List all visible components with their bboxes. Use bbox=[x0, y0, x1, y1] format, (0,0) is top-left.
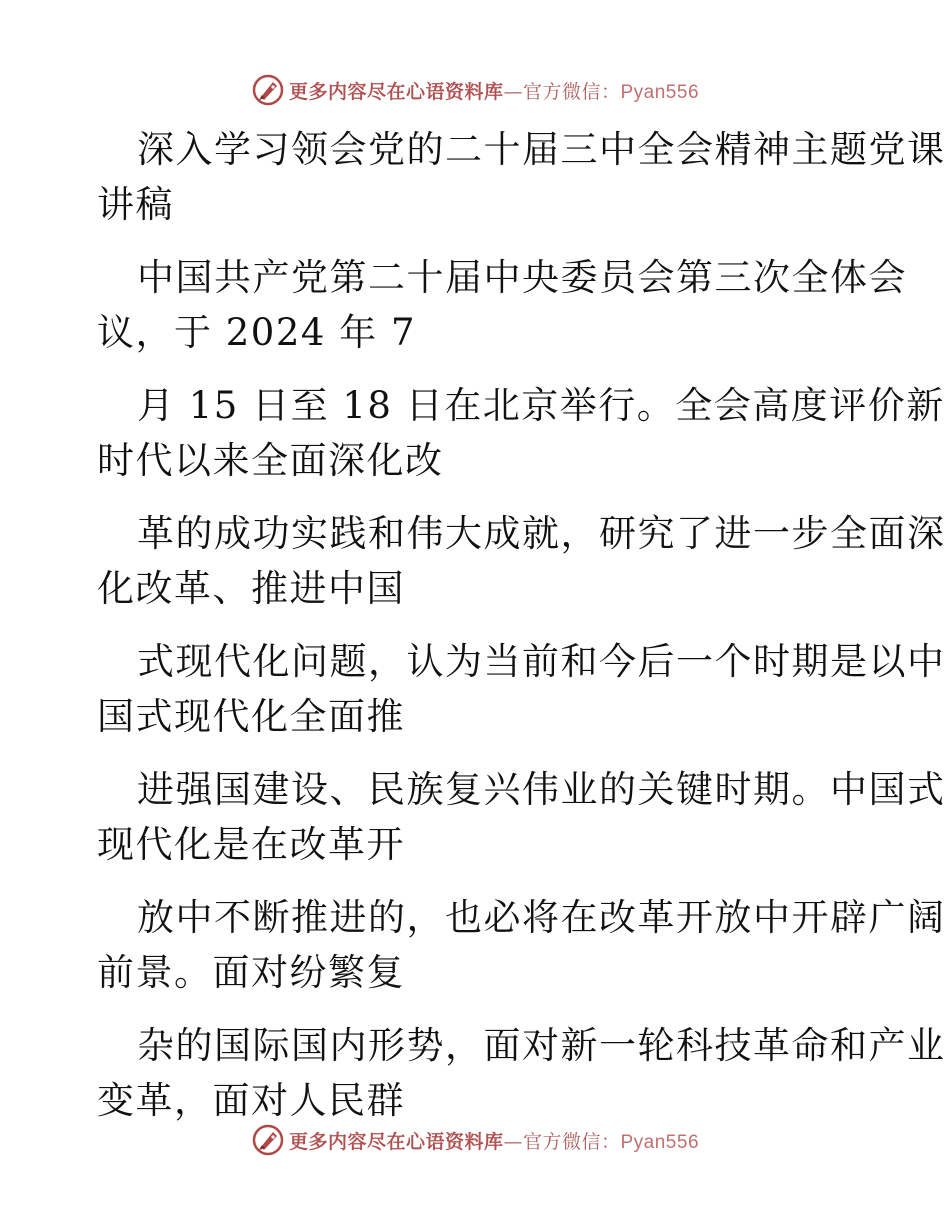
watermark-wechat-label: 官方微信： bbox=[522, 1130, 621, 1153]
paragraph-line: 现代化是在改革开 bbox=[97, 823, 405, 866]
paragraph-line: 式现代化问题，认为当前和今后一个时期是以中 bbox=[137, 640, 946, 683]
watermark-dash: — bbox=[503, 80, 523, 103]
paragraph bbox=[97, 634, 946, 744]
paragraph bbox=[97, 1018, 946, 1128]
header-watermark bbox=[0, 70, 950, 110]
paragraph-line: 变革，面对人民群 bbox=[97, 1079, 405, 1122]
paragraph-line: 时代以来全面深化改 bbox=[97, 439, 444, 482]
paragraph-line: 革的成功实践和伟大成就，研究了进一步全面深 bbox=[137, 512, 946, 555]
paragraph bbox=[97, 506, 946, 616]
watermark-wechat-id: Pyan556 bbox=[620, 1131, 700, 1153]
watermark-wechat-id: Pyan556 bbox=[620, 81, 700, 103]
watermark-main: 更多内容尽在心语资料库 bbox=[288, 1130, 504, 1153]
watermark-text bbox=[289, 77, 699, 104]
paragraph-line: 月 15 日至 18 日在北京举行。全会高度评价新 bbox=[137, 384, 945, 427]
paragraph-line: 中国共产党第二十届中央委员会第三次全体会 bbox=[137, 256, 907, 299]
paragraph-line: 化改革、推进中国 bbox=[97, 567, 405, 610]
paragraph bbox=[97, 378, 945, 488]
footer-watermark bbox=[0, 1120, 950, 1160]
watermark-wechat-label: 官方微信： bbox=[522, 80, 621, 103]
paragraph-line: 前景。面对纷繁复 bbox=[97, 951, 405, 994]
watermark-dash: — bbox=[503, 1130, 523, 1153]
paragraph-line: 议，于 2024 年 7 bbox=[97, 311, 416, 354]
paragraph bbox=[97, 762, 946, 872]
pen-nib-logo-icon bbox=[251, 1123, 285, 1157]
pen-nib-logo-icon bbox=[251, 73, 285, 107]
paragraph-line: 放中不断推进的，也必将在改革开放中开辟广阔 bbox=[137, 896, 946, 939]
paragraph bbox=[97, 250, 907, 360]
paragraph-title bbox=[97, 122, 946, 232]
watermark-text bbox=[289, 1127, 699, 1154]
paragraph-line: 杂的国际国内形势，面对新一轮科技革命和产业 bbox=[137, 1024, 946, 1067]
paragraph-line: 国式现代化全面推 bbox=[97, 695, 405, 738]
paragraph bbox=[97, 890, 946, 1000]
document-body bbox=[97, 122, 946, 1128]
watermark-main: 更多内容尽在心语资料库 bbox=[288, 80, 504, 103]
paragraph-line: 讲稿 bbox=[97, 183, 174, 226]
paragraph-line: 进强国建设、民族复兴伟业的关键时期。中国式 bbox=[137, 768, 946, 811]
paragraph-line: 深入学习领会党的二十届三中全会精神主题党课 bbox=[137, 128, 946, 171]
